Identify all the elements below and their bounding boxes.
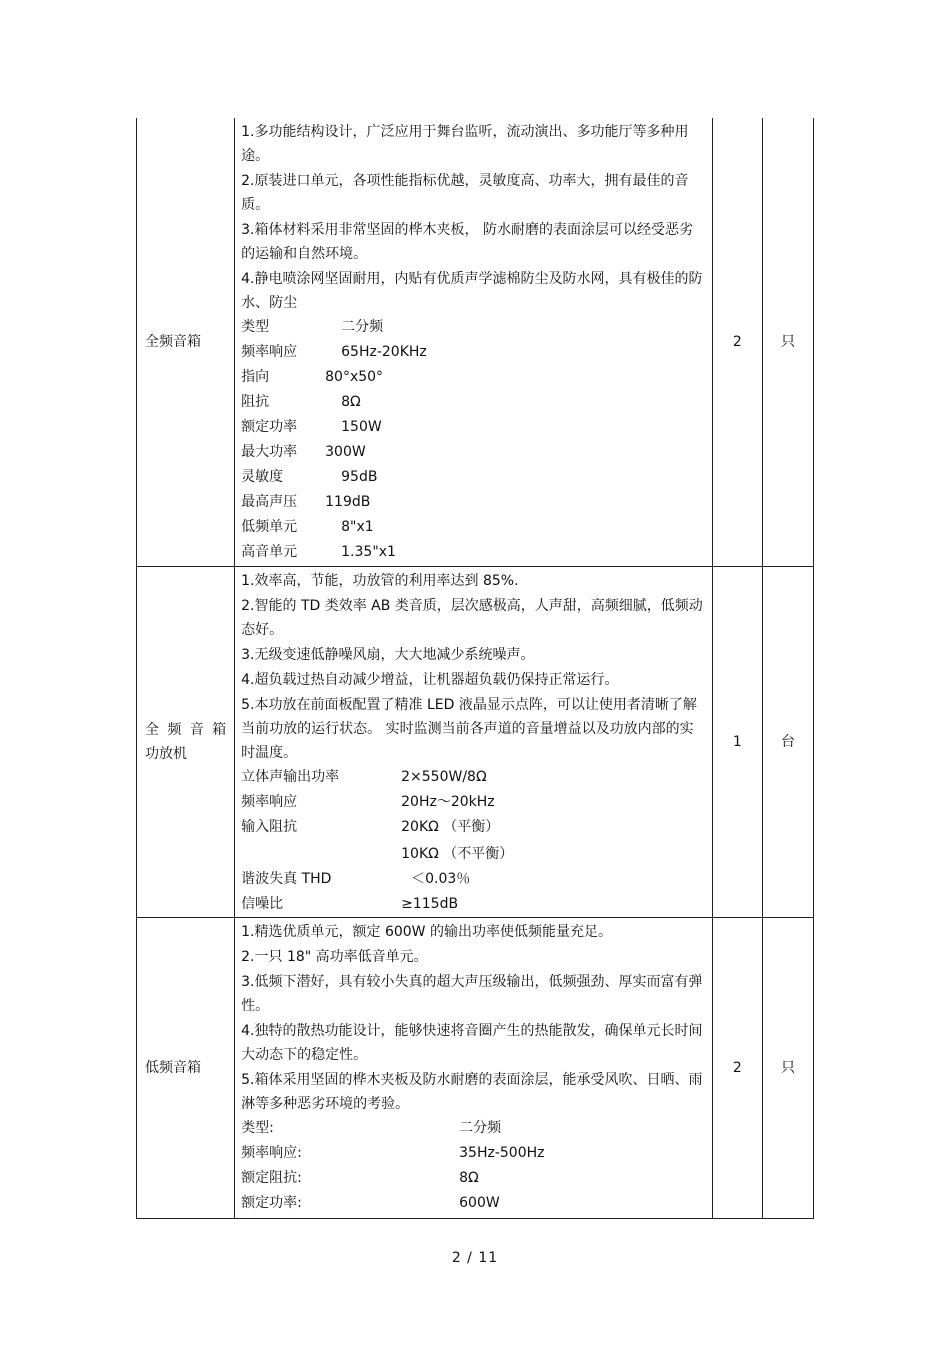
spec-row — [241, 415, 704, 440]
spec-value: 1.35"x1 — [341, 544, 396, 560]
spec-row — [241, 867, 704, 892]
item-name-cell — [137, 917, 235, 1218]
spec-key: 额定功率: — [241, 1194, 302, 1211]
feature-text: 4.独特的散热功能设计，能够快速将音圈产生的热能散发，确保单元长时间大动态下的稳定性。 — [241, 1022, 703, 1063]
spec-value: 8"x1 — [341, 519, 374, 535]
item-name-cell — [137, 118, 235, 566]
spec-row — [241, 465, 704, 490]
unit-cell: 台 — [762, 566, 813, 917]
spec-row — [241, 390, 704, 415]
item-description-cell — [235, 566, 713, 917]
page-number: 2 / 11 — [451, 1250, 499, 1266]
unit-cell: 只 — [762, 118, 813, 566]
spec-value: 二分频 — [459, 1119, 502, 1136]
spec-key: 类型 — [241, 319, 270, 335]
item-name-cell — [137, 566, 235, 917]
spec-key: 频率响应 — [241, 344, 298, 360]
spec-value: ＜0.03％ — [411, 870, 471, 887]
spec-value: ≥115dB — [401, 895, 459, 912]
feature-text: 2.原装进口单元，各项性能指标优越，灵敏度高、功率大，拥有最佳的音质。 — [241, 173, 689, 213]
spec-key: 阻抗 — [241, 394, 270, 410]
spec-key: 信噪比 — [241, 895, 284, 912]
feature-text: 3.无级变速低静噪风扇，大大地减少系统噪声。 — [241, 646, 535, 663]
spec-row — [241, 340, 704, 365]
spec-key: 最高声压 — [241, 494, 298, 510]
spec-key: 指向 — [241, 369, 270, 385]
feature-text: 4.静电喷涂网坚固耐用，内贴有优质声学滤棉防尘及防水网，具有极佳的防水、防尘 — [241, 271, 703, 311]
spec-row — [241, 540, 704, 565]
spec-row — [241, 365, 704, 390]
spec-value: 65Hz-20KHz — [341, 344, 427, 360]
unit-cell: 只 — [762, 917, 813, 1218]
spec-table — [136, 118, 814, 1219]
spec-key: 最大功率 — [241, 444, 298, 460]
spec-key: 输入阻抗 — [241, 818, 298, 835]
spec-value: 8Ω — [459, 1169, 479, 1186]
spec-value: 20Hz～20kHz — [401, 793, 495, 810]
feature-text: 1.效率高，节能，功放管的利用率达到 85%. — [241, 572, 519, 589]
spec-row — [241, 842, 704, 867]
spec-key: 灵敏度 — [241, 469, 284, 485]
spec-row — [241, 440, 704, 465]
spec-row — [241, 1191, 704, 1216]
spec-key: 频率响应: — [241, 1144, 302, 1161]
table-row — [137, 566, 814, 917]
spec-row — [241, 790, 704, 815]
spec-row — [241, 1141, 704, 1166]
spec-row — [241, 892, 704, 917]
feature-text: 5.箱体采用坚固的桦木夹板及防水耐磨的表面涂层，能承受风吹、日晒、雨淋等多种恶劣环境的考验。 — [241, 1071, 703, 1112]
quantity-cell: 2 — [712, 118, 762, 566]
feature-text: 3.低频下潜好，具有较小失真的超大声压级输出，低频强劲、厚实而富有弹性。 — [241, 973, 703, 1014]
spec-key: 谐波失真 THD — [241, 870, 332, 887]
feature-text: 2.智能的 TD 类效率 AB 类音质，层次感极高，人声甜，高频细腻，低频动态好。 — [241, 597, 703, 638]
feature-text: 4.超负载过热自动减少增益，让机器超负载仍保持正常运行。 — [241, 671, 619, 688]
spec-value: 300W — [325, 444, 366, 460]
item-name: 全频音箱 — [145, 333, 201, 350]
feature-text: 2.一只 18" 高功率低音单元。 — [241, 948, 428, 965]
spec-key: 立体声输出功率 — [241, 768, 340, 785]
quantity-cell: 1 — [712, 566, 762, 917]
item-name: 低频音箱 — [145, 1059, 201, 1076]
item-description-cell — [235, 118, 713, 566]
feature-text: 1.多功能结构设计，广泛应用于舞台监听，流动演出、多功能厅等多种用途。 — [241, 124, 689, 164]
spec-value: 2×550W/8Ω — [401, 768, 487, 785]
spec-value: 95dB — [341, 469, 378, 485]
spec-key: 类型: — [241, 1119, 274, 1136]
spec-row — [241, 490, 704, 515]
spec-value: 150W — [341, 419, 382, 435]
spec-key: 额定功率 — [241, 419, 298, 435]
spec-key: 高音单元 — [241, 544, 298, 560]
spec-value: 二分频 — [341, 319, 384, 335]
spec-row — [241, 1116, 704, 1141]
spec-row — [241, 1166, 704, 1191]
table-row — [137, 917, 814, 1218]
feature-text: 3.箱体材料采用非常坚固的桦木夹板， 防水耐磨的表面涂层可以经受恶劣的运输和自然环境。 — [241, 222, 693, 262]
item-description-cell — [235, 917, 713, 1218]
spec-value: 600W — [459, 1194, 500, 1211]
spec-value: 20KΩ （平衡） — [401, 818, 500, 835]
spec-key: 额定阻抗: — [241, 1169, 302, 1186]
feature-text: 5.本功放在前面板配置了精准 LED 液晶显示点阵，可以让使用者清晰了解当前功放的运行状态。 实时监测当前各声道的音量增益以及功放内部的实时温度。 — [241, 696, 697, 761]
item-name-line: 全 频 音 箱 — [145, 721, 227, 738]
table-row — [137, 118, 814, 566]
spec-row — [241, 815, 704, 840]
spec-value: 10KΩ （不平衡） — [401, 845, 514, 862]
spec-value: 80°x50° — [325, 369, 384, 385]
spec-row — [241, 515, 704, 540]
spec-value: 35Hz-500Hz — [459, 1144, 545, 1161]
spec-key: 频率响应 — [241, 793, 298, 810]
spec-key: 低频单元 — [241, 519, 298, 535]
spec-value: 119dB — [325, 494, 371, 510]
spec-key — [241, 842, 401, 867]
spec-row — [241, 315, 704, 340]
spec-value: 8Ω — [341, 394, 361, 410]
spec-row — [241, 765, 704, 790]
item-name-line: 功放机 — [145, 745, 187, 762]
feature-text: 1.精选优质单元，额定 600W 的输出功率使低频能量充足。 — [241, 923, 612, 940]
quantity-cell: 2 — [712, 917, 762, 1218]
